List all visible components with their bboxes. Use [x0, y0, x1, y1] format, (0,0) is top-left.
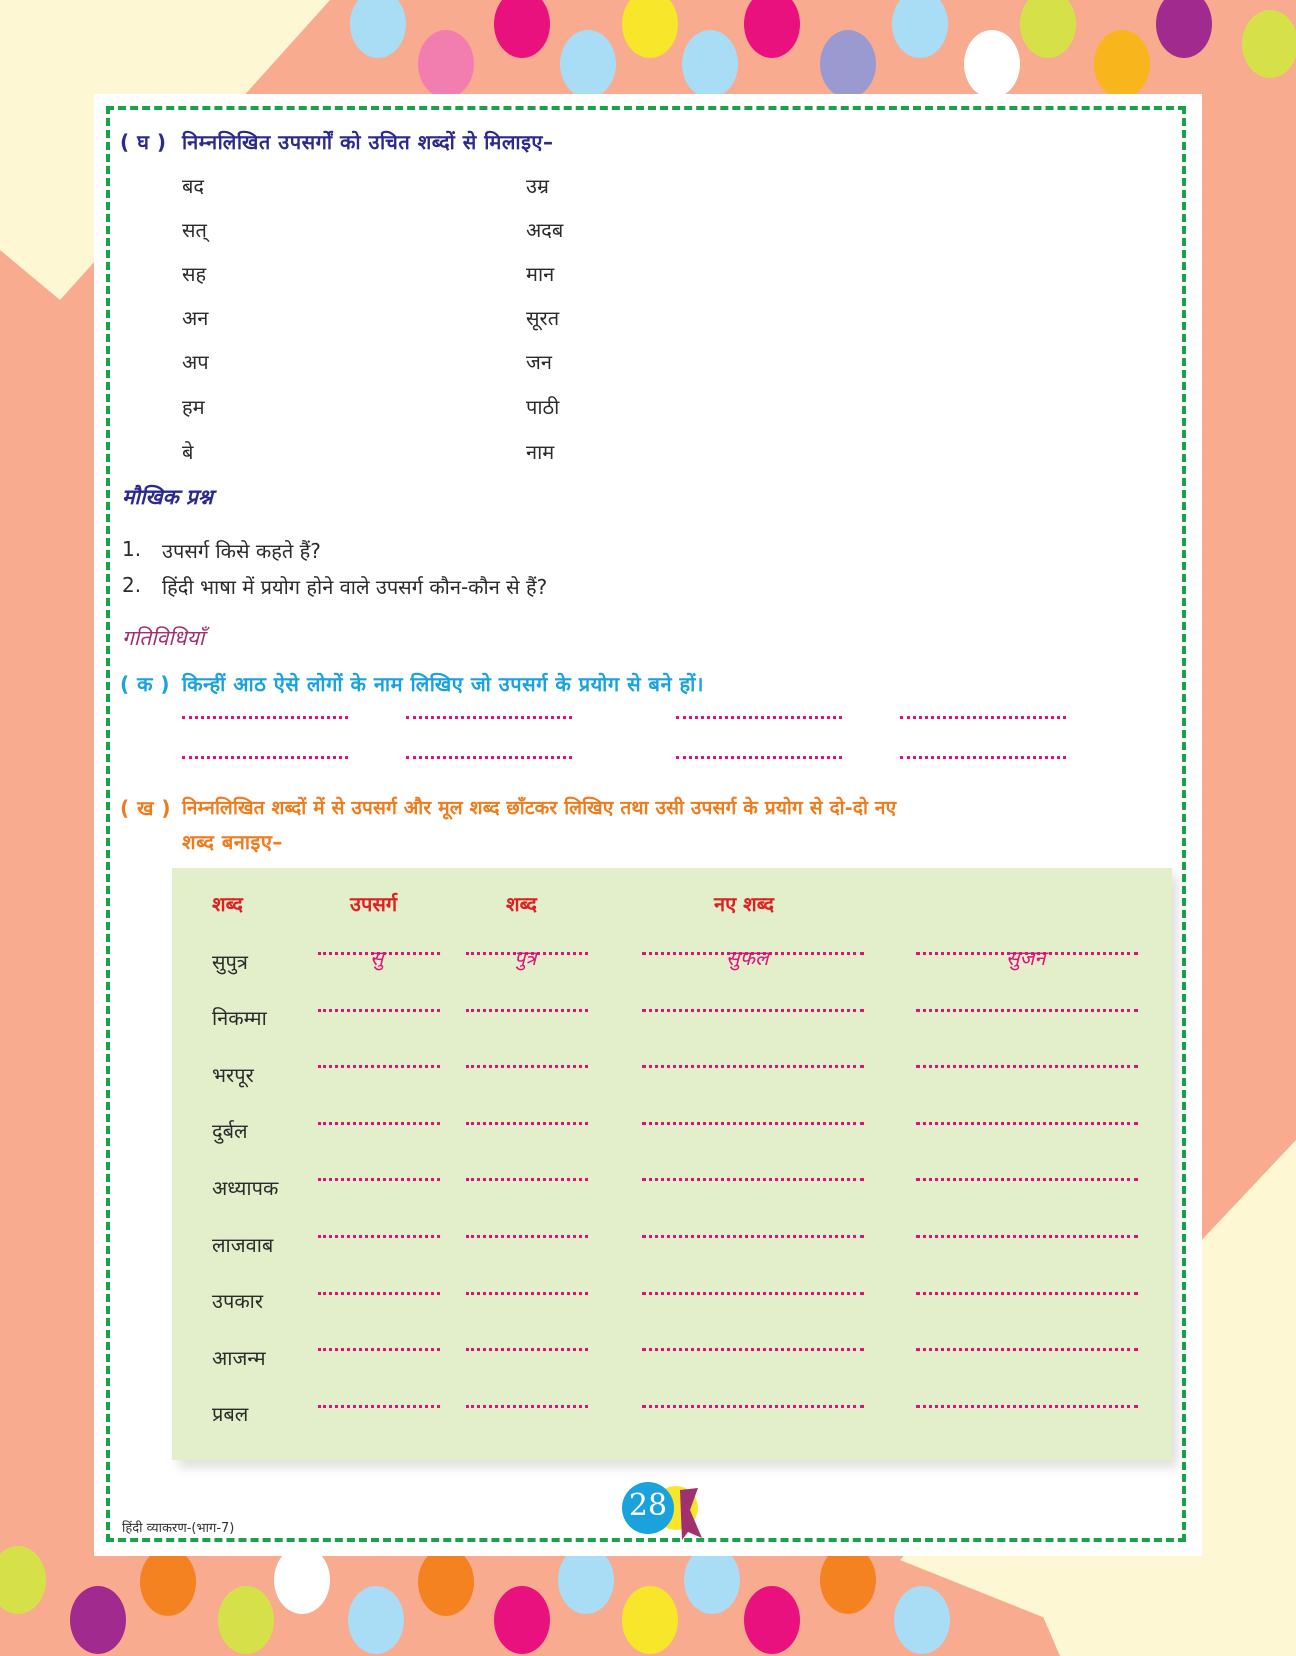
table-answer-line[interactable]: [642, 1292, 864, 1295]
table-answer-line[interactable]: [916, 1122, 1138, 1125]
table-answer-line[interactable]: [642, 1065, 864, 1068]
match-right-item: जन: [526, 350, 552, 374]
table-answer-line[interactable]: [466, 1122, 588, 1125]
page-number: 28: [628, 1488, 668, 1523]
table-answer-line[interactable]: [916, 952, 1138, 955]
table-answer-line[interactable]: [466, 1235, 588, 1238]
table-word: लाजवाब: [212, 1233, 274, 1257]
example-new-word-2: सुजन: [1006, 946, 1046, 970]
answer-line[interactable]: [406, 716, 572, 719]
table-answer-line[interactable]: [466, 1178, 588, 1181]
table-answer-line[interactable]: [318, 1348, 440, 1351]
table-header-root: शब्द: [506, 892, 537, 916]
example-root: पुत्र: [514, 946, 537, 970]
activity-kha-label: ( ख ): [120, 796, 172, 820]
table-answer-line[interactable]: [642, 1178, 864, 1181]
table-answer-line[interactable]: [642, 1122, 864, 1125]
oral-question-text: हिंदी भाषा में प्रयोग होने वाले उपसर्ग कौन-कौन से हैं?: [162, 575, 548, 599]
table-answer-line[interactable]: [318, 1235, 440, 1238]
table-answer-line[interactable]: [642, 1348, 864, 1351]
table-header-new-words: नए शब्द: [714, 892, 775, 916]
table-answer-line[interactable]: [466, 952, 588, 955]
match-left-item: सह: [182, 262, 207, 286]
table-answer-line[interactable]: [466, 1348, 588, 1351]
table-answer-line[interactable]: [318, 1292, 440, 1295]
table-word: आजन्म: [212, 1346, 266, 1370]
example-prefix: सु: [370, 946, 384, 970]
oral-question-number: 2.: [122, 573, 142, 597]
match-left-item: अन: [182, 306, 209, 330]
activity-ka-title: किन्हीं आठ ऐसे लोगों के नाम लिखिए जो उपसर्ग के प्रयोग से बने हों।: [182, 672, 704, 696]
table-answer-line[interactable]: [466, 1065, 588, 1068]
table-word: भरपूर: [212, 1063, 254, 1087]
match-right-item: उम्र: [526, 174, 549, 198]
match-right-item: पाठी: [526, 395, 560, 419]
table-answer-line[interactable]: [318, 1065, 440, 1068]
table-answer-line[interactable]: [466, 1405, 588, 1408]
table-answer-line[interactable]: [318, 1178, 440, 1181]
book-title-footer: हिंदी व्याकरण-(भाग-7): [122, 1521, 235, 1536]
answer-line[interactable]: [182, 716, 348, 719]
activity-ka-label: ( क ): [120, 672, 171, 696]
example-new-word-1: सुफल: [726, 946, 769, 970]
activities-heading: गतिविधियाँ: [122, 626, 205, 650]
table-answer-line[interactable]: [466, 1292, 588, 1295]
table-answer-line[interactable]: [916, 1405, 1138, 1408]
section-gh-title: निम्नलिखित उपसर्गों को उचित शब्दों से मिलाइए–: [182, 130, 554, 154]
table-word: उपकार: [212, 1289, 264, 1313]
match-left-item: हम: [182, 395, 205, 419]
table-answer-line[interactable]: [916, 1065, 1138, 1068]
table-answer-line[interactable]: [318, 1122, 440, 1125]
oral-questions-heading: मौखिक प्रश्न: [122, 485, 213, 509]
answer-line[interactable]: [900, 716, 1066, 719]
table-answer-line[interactable]: [916, 1235, 1138, 1238]
match-left-item: बे: [182, 440, 194, 464]
table-word: निकम्मा: [212, 1006, 267, 1030]
match-right-item: सूरत: [526, 306, 560, 330]
match-left-item: सत्: [182, 218, 207, 242]
match-right-item: नाम: [526, 440, 555, 464]
answer-line[interactable]: [676, 716, 842, 719]
activity-kha-title-line2: शब्द बनाइए–: [182, 830, 283, 854]
table-answer-line[interactable]: [916, 1178, 1138, 1181]
oral-question-number: 1.: [122, 537, 142, 561]
table-answer-line[interactable]: [642, 1235, 864, 1238]
table-answer-line[interactable]: [318, 1405, 440, 1408]
table-answer-line[interactable]: [916, 1348, 1138, 1351]
table-answer-line[interactable]: [318, 1009, 440, 1012]
table-word: सुपुत्र: [212, 950, 248, 974]
table-answer-line[interactable]: [466, 1009, 588, 1012]
answer-line[interactable]: [182, 756, 348, 759]
table-answer-line[interactable]: [642, 1405, 864, 1408]
table-word: दुर्बल: [212, 1119, 248, 1143]
section-gh-label: ( घ ): [120, 130, 167, 154]
table-word: प्रबल: [212, 1402, 249, 1426]
table-answer-line[interactable]: [318, 952, 440, 955]
match-right-item: मान: [526, 262, 555, 286]
table-header-prefix: उपसर्ग: [350, 892, 398, 916]
match-right-item: अदब: [526, 218, 564, 242]
answer-line[interactable]: [406, 756, 572, 759]
activity-kha-title-line1: निम्नलिखित शब्दों में से उपसर्ग और मूल शब्द छाँटकर लिखिए तथा उसी उपसर्ग के प्रयोग से दो-दो नए: [182, 797, 897, 819]
table-answer-line[interactable]: [642, 1009, 864, 1012]
table-answer-line[interactable]: [916, 1292, 1138, 1295]
oral-question-text: उपसर्ग किसे कहते हैं?: [162, 539, 321, 563]
table-answer-line[interactable]: [642, 952, 864, 955]
answer-line[interactable]: [900, 756, 1066, 759]
match-left-item: अप: [182, 350, 209, 374]
table-header-word: शब्द: [212, 892, 243, 916]
table-word: अध्यापक: [212, 1176, 279, 1200]
table-answer-line[interactable]: [916, 1009, 1138, 1012]
answer-line[interactable]: [676, 756, 842, 759]
match-left-item: बद: [182, 174, 205, 198]
